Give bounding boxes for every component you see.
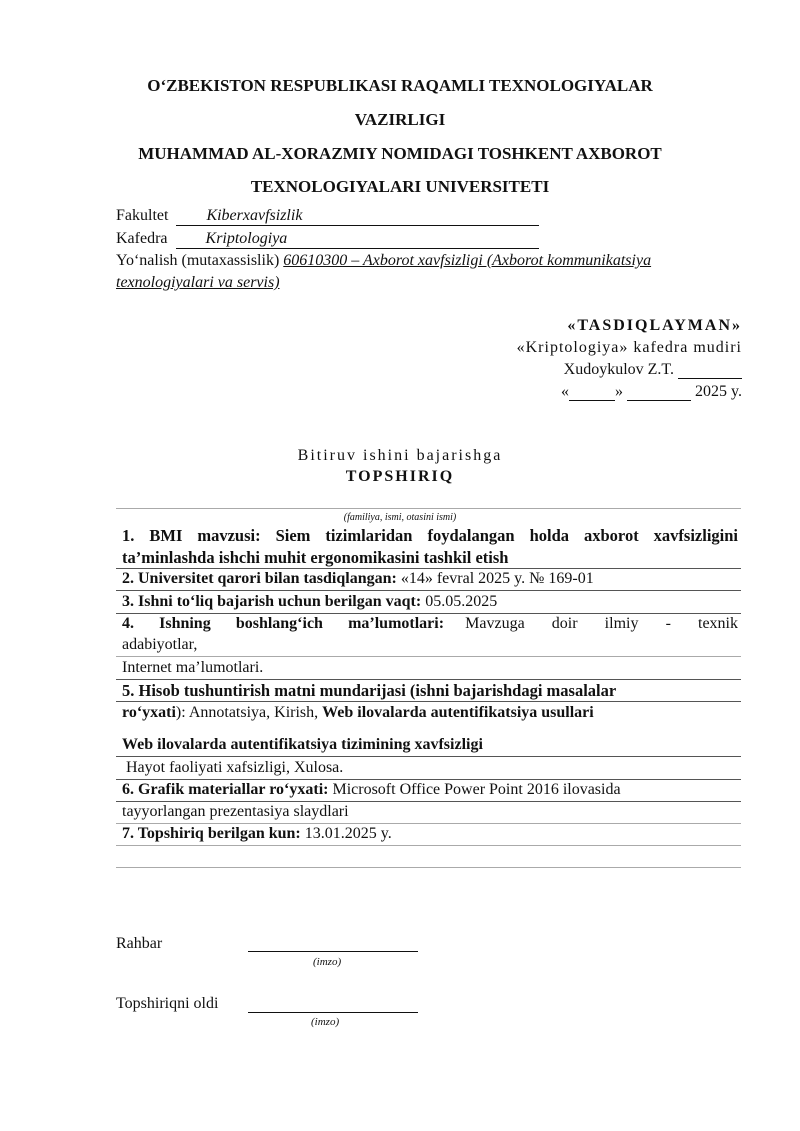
item-5-label-cont: ro‘yxati bbox=[122, 704, 176, 721]
item-3-label: 3. Ishni to‘liq bajarish uchun berilgan vaqt: bbox=[122, 593, 422, 610]
item-4-line3: Internet ma’lumotlari. bbox=[122, 659, 264, 676]
item-5-topic-1: Web ilovalarda autentifikatsiya usullari bbox=[322, 704, 594, 721]
divider bbox=[116, 701, 741, 702]
faculty-row bbox=[116, 207, 539, 226]
faculty-value: Kiberxavfsizlik bbox=[176, 207, 539, 226]
item-1-text: Siem tizimlaridan foydalangan holda axborot xavfsizligini bbox=[275, 526, 739, 545]
approval-month-blank bbox=[627, 384, 691, 401]
direction-value-cont: texnologiyalari va servis) bbox=[116, 274, 280, 291]
approval-day-blank bbox=[569, 384, 615, 401]
department-value: Kriptologiya bbox=[176, 230, 539, 249]
department-label: Kafedra bbox=[116, 230, 168, 247]
approval-signature-line bbox=[678, 362, 742, 379]
ministry-title-line1: O‘ZBEKISTON RESPUBLIKASI RAQAMLI TEXNOLOGIYALAR bbox=[147, 76, 653, 95]
receiver-signature-line bbox=[248, 1012, 418, 1013]
task-title: TOPSHIRIQ bbox=[345, 468, 455, 485]
item-6-value: Microsoft Office Power Point 2016 ilovasida bbox=[332, 781, 621, 798]
faculty-label: Fakultet bbox=[116, 207, 169, 224]
item-4-line2: adabiyotlar, bbox=[122, 636, 198, 653]
approval-name-row bbox=[564, 361, 742, 379]
item-7-value: 13.01.2025 y. bbox=[304, 825, 392, 842]
item-3 bbox=[122, 593, 497, 611]
approval-date-open: « bbox=[561, 383, 570, 400]
approval-year: 2025 y. bbox=[695, 383, 742, 400]
supervisor-signature-caption: (imzo) bbox=[313, 956, 342, 968]
item-5-value: ): Annotatsiya, Kirish, bbox=[175, 704, 319, 721]
divider bbox=[116, 779, 741, 780]
divider bbox=[116, 679, 741, 680]
item-4-label: 4. Ishning boshlang‘ich ma’lumotlari: bbox=[122, 615, 445, 632]
item-5-line2 bbox=[122, 704, 594, 722]
item-3-value: 05.05.2025 bbox=[425, 593, 498, 610]
item-2 bbox=[122, 570, 594, 588]
divider bbox=[116, 568, 741, 569]
university-title-line2: TEXNOLOGIYALARI UNIVERSITETI bbox=[250, 177, 550, 196]
student-name-caption: (familiya, ismi, otasini ismi) bbox=[343, 512, 457, 523]
item-4-line1 bbox=[122, 615, 738, 633]
item-5-topic-3: Hayot faoliyati xafsizligi, Xulosa. bbox=[126, 759, 344, 776]
approval-title: «TASDIQLAYMAN» bbox=[567, 317, 742, 334]
divider bbox=[116, 656, 741, 657]
task-subtitle: Bitiruv ishini bajarishga bbox=[297, 447, 503, 464]
receiver-signature-caption: (imzo) bbox=[311, 1016, 340, 1028]
receiver-label: Topshiriqni oldi bbox=[116, 995, 219, 1012]
divider bbox=[116, 801, 741, 802]
university-title-line1: MUHAMMAD AL-XORAZMIY NOMIDAGI TOSHKENT AXBOROT bbox=[138, 144, 662, 163]
approval-date-mid: » bbox=[615, 383, 624, 400]
direction-label: Yo‘nalish (mutaxassislik) bbox=[116, 252, 280, 269]
item-6-line2: tayyorlangan prezentasiya slaydlari bbox=[122, 803, 349, 820]
item-1-line1 bbox=[122, 526, 738, 546]
item-4-value: Mavzuga doir ilmiy - texnik bbox=[465, 615, 738, 632]
item-6-line1 bbox=[122, 781, 621, 799]
item-5-topic-2: Web ilovalarda autentifikatsiya tizimining xavfsizligi bbox=[122, 736, 483, 753]
item-7 bbox=[122, 825, 392, 843]
supervisor-label: Rahbar bbox=[116, 935, 163, 952]
divider bbox=[116, 613, 741, 614]
item-1-label: 1. BMI mavzusi: bbox=[122, 526, 261, 545]
item-2-value: «14» fevral 2025 y. № 169-01 bbox=[400, 570, 594, 587]
ministry-title-line2: VAZIRLIGI bbox=[354, 110, 446, 129]
approval-name: Xudoykulov Z.T. bbox=[563, 361, 674, 378]
approval-date-row bbox=[561, 383, 742, 401]
item-2-label: 2. Universitet qarori bilan tasdiqlangan: bbox=[122, 570, 397, 587]
divider bbox=[116, 823, 741, 824]
item-1-line2: ta’minlashda ishchi muhit ergonomikasini tashkil etish bbox=[122, 548, 509, 567]
divider bbox=[116, 590, 741, 591]
department-row bbox=[116, 230, 539, 249]
divider bbox=[116, 756, 741, 757]
direction-row bbox=[116, 252, 746, 270]
item-6-label: 6. Grafik materiallar ro‘yxati: bbox=[122, 781, 329, 798]
approval-position: «Kriptologiya» kafedra mudiri bbox=[516, 339, 742, 356]
divider bbox=[116, 845, 741, 846]
direction-value: 60610300 – Axborot xavfsizligi (Axborot kommunikatsiya bbox=[283, 252, 652, 269]
supervisor-signature-line bbox=[248, 951, 418, 952]
item-7-label: 7. Topshiriq berilgan kun: bbox=[122, 825, 301, 842]
divider bbox=[116, 867, 741, 868]
student-name-line bbox=[116, 508, 741, 509]
item-5-label: 5. Hisob tushuntirish matni mundarijasi (ishni bajarishdagi masalalar bbox=[122, 681, 617, 700]
